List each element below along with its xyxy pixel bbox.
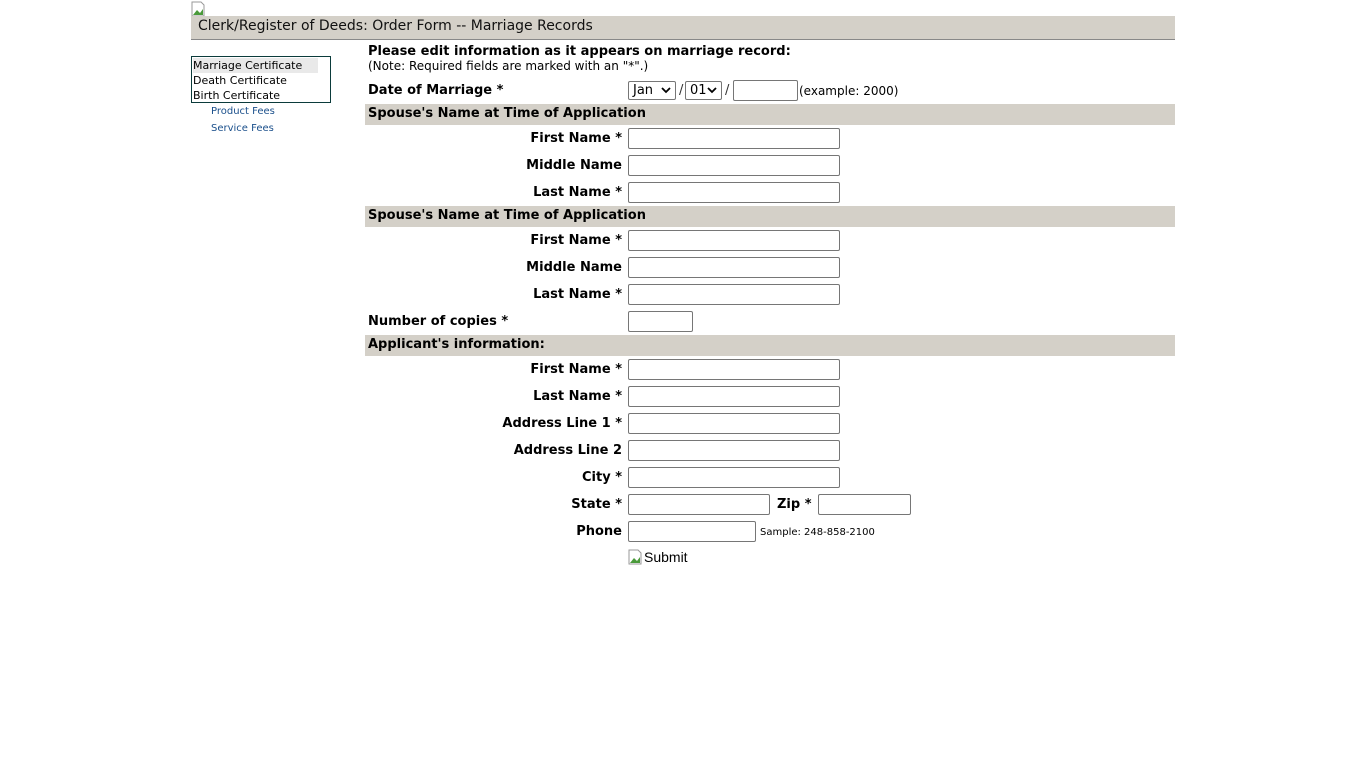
date-of-marriage-label: Date of Marriage * [368, 83, 504, 98]
spouse2-first-name-label: First Name * [530, 233, 622, 248]
header-bar [191, 16, 1175, 40]
spouse2-heading: Spouse's Name at Time of Application [368, 208, 646, 223]
city-label: City * [581, 470, 622, 485]
spouse2-last-name-input[interactable] [628, 284, 840, 305]
copies-label: Number of copies * [368, 314, 509, 329]
phone-label: Phone [576, 524, 622, 539]
year-input[interactable] [733, 80, 798, 101]
spouse1-last-name-input[interactable] [628, 182, 840, 203]
applicant-last-name-label: Last Name * [533, 389, 622, 404]
spouse2-middle-name-input[interactable] [628, 257, 840, 278]
certificate-type-listbox[interactable] [191, 56, 331, 103]
month-value: Jan [633, 83, 654, 98]
spouse1-section-header [365, 104, 1175, 125]
sidebar-item-marriage-certificate[interactable]: Marriage Certificate [193, 58, 318, 73]
address2-label: Address Line 2 [513, 443, 622, 458]
spouse2-last-name-label: Last Name * [533, 287, 622, 302]
submit-button[interactable] [628, 548, 688, 566]
zip-input[interactable] [818, 494, 911, 515]
applicant-section-header [365, 335, 1175, 356]
applicant-first-name-input[interactable] [628, 359, 840, 380]
broken-image-icon [628, 549, 644, 565]
spouse2-middle-name-label: Middle Name [526, 260, 622, 275]
broken-image-icon [191, 1, 207, 17]
submit-label: Submit [644, 549, 688, 565]
copies-input[interactable] [628, 311, 693, 332]
spouse1-first-name-label: First Name * [530, 131, 622, 146]
day-select[interactable] [685, 81, 722, 100]
zip-label: Zip * [777, 497, 812, 512]
state-input[interactable] [628, 494, 770, 515]
chevron-down-icon [707, 85, 717, 95]
required-note: (Note: Required fields are marked with an "*".) [368, 59, 649, 73]
chevron-down-icon [661, 85, 671, 95]
spouse2-first-name-input[interactable] [628, 230, 840, 251]
form-intro: Please edit information as it appears on marriage record: [368, 44, 791, 59]
applicant-heading: Applicant's information: [368, 337, 545, 352]
phone-input[interactable] [628, 521, 756, 542]
sidebar-item-death-certificate[interactable]: Death Certificate [193, 74, 287, 87]
product-fees-link[interactable]: Product Fees [211, 106, 275, 117]
spouse2-section-header [365, 206, 1175, 227]
phone-sample-hint: Sample: 248-858-2100 [760, 527, 875, 538]
applicant-first-name-label: First Name * [530, 362, 622, 377]
spouse1-heading: Spouse's Name at Time of Application [368, 106, 646, 121]
spouse1-first-name-input[interactable] [628, 128, 840, 149]
day-value: 01 [690, 83, 707, 98]
month-select[interactable] [628, 81, 676, 100]
applicant-last-name-input[interactable] [628, 386, 840, 407]
city-input[interactable] [628, 467, 840, 488]
page-title: Clerk/Register of Deeds: Order Form -- Marriage Records [198, 18, 593, 34]
service-fees-link[interactable]: Service Fees [211, 123, 274, 134]
address1-label: Address Line 1 * [502, 416, 622, 431]
date-separator: / [679, 83, 684, 98]
address2-input[interactable] [628, 440, 840, 461]
date-separator: / [725, 83, 730, 98]
state-label: State * [571, 497, 622, 512]
spouse1-middle-name-input[interactable] [628, 155, 840, 176]
address1-input[interactable] [628, 413, 840, 434]
sidebar-item-birth-certificate[interactable]: Birth Certificate [193, 89, 281, 102]
spouse1-middle-name-label: Middle Name [526, 158, 622, 173]
year-example-hint: (example: 2000) [799, 84, 899, 98]
spouse1-last-name-label: Last Name * [533, 185, 622, 200]
